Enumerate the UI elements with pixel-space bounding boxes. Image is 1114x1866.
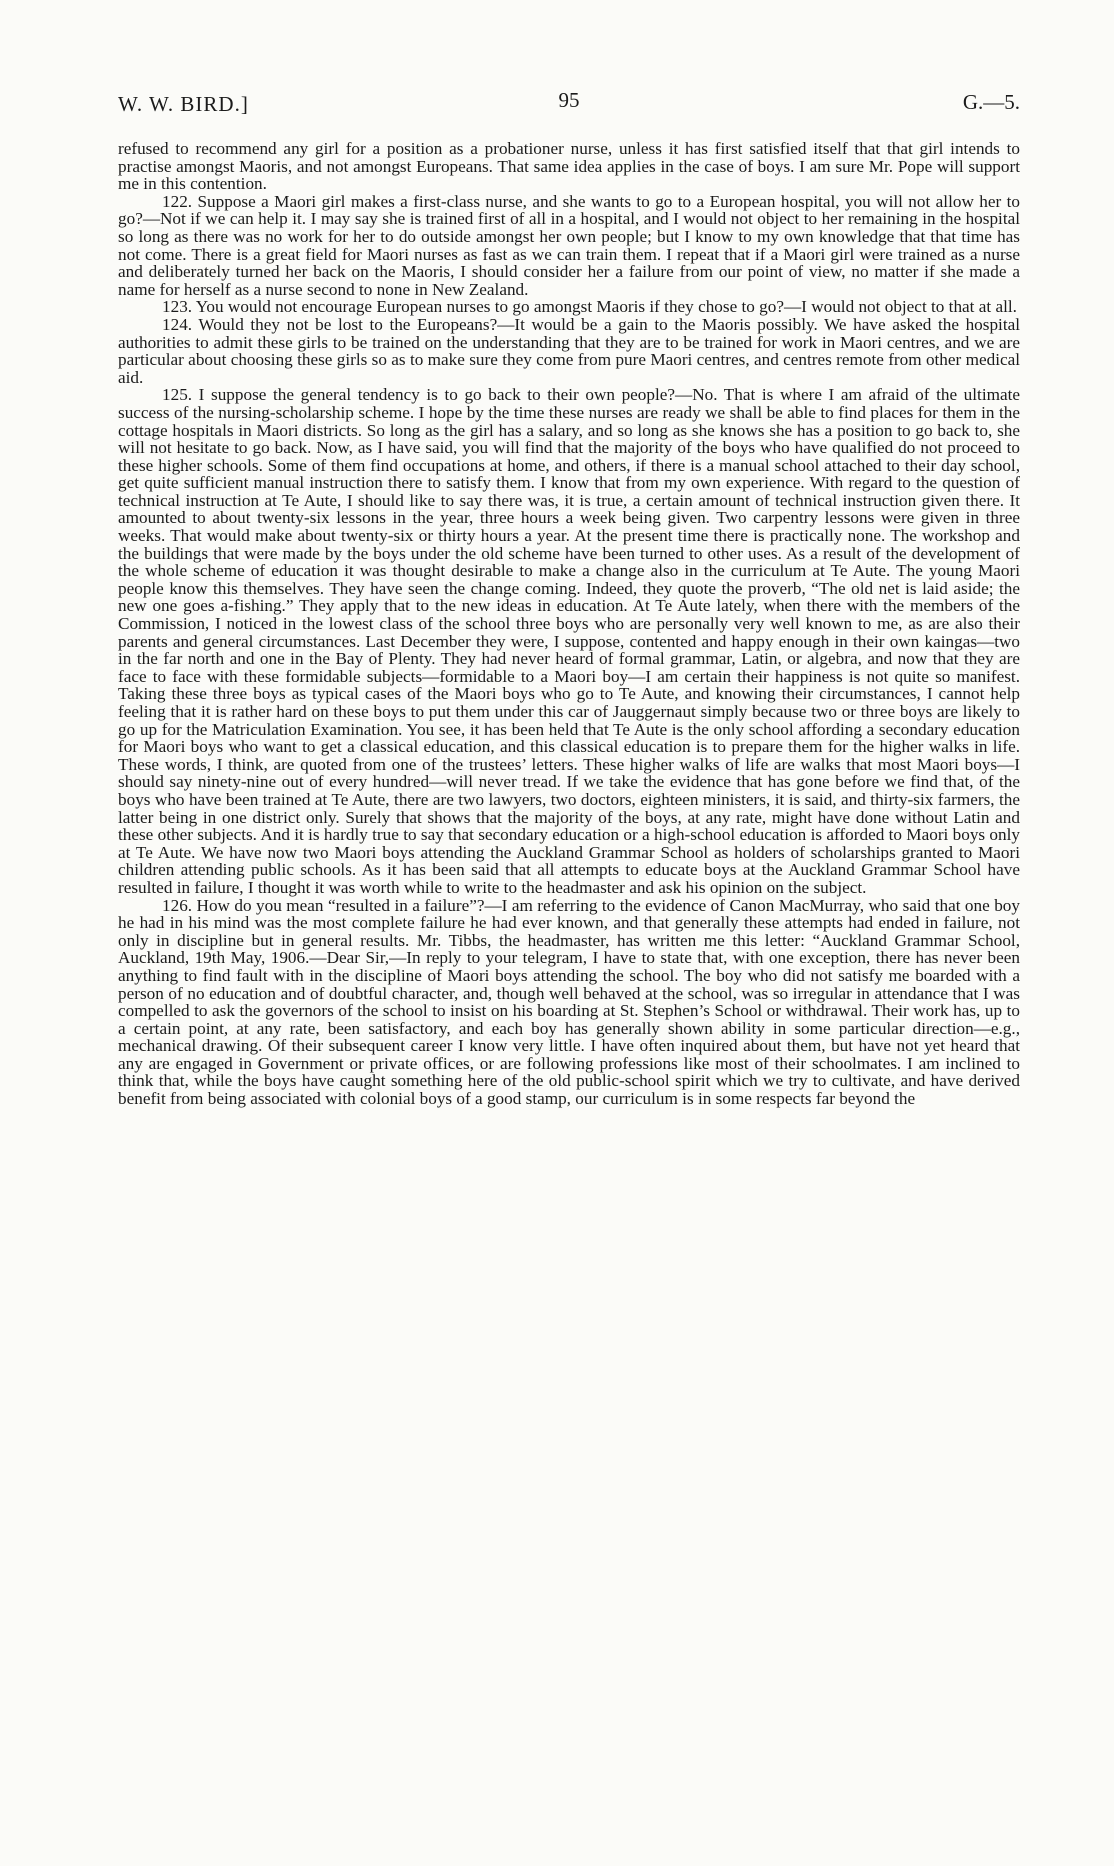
paragraph-continuation: refused to recommend any girl for a position as a probationer nurse, unless it has first satisfied itself that that girl intends to practise amongst Maoris, and not amongst Europeans. That same idea applies in the case of boys. I am sure Mr. Pope will support me in this contention.: [118, 139, 1020, 194]
question-122: 122. Suppose a Maori girl makes a first-class nurse, and she wants to go to a European hospital, you will not allow her to go?—Not if we can help it. I may say she is trained first of all in a hospital, and I would not object to her remaining in the hospital so long as there was no work for her to do outside amongst her own people; but I know to my own knowledge that that time has not come. There is a great field for Maori nurses as fast as we can train them. I repeat that if a Maori girl were trained as a nurse and deliberately turned her back on the Maoris, I should consider her a failure from our point of view, no matter if she made a name for herself as a nurse second to none in New Zealand.: [118, 191, 1020, 299]
header-witness-name: W. W. BIRD.]: [118, 92, 249, 116]
question-126: 126. How do you mean “resulted in a failure”?—I am referring to the evidence of Canon MacMurray, who said that one boy he had in his mind was the most complete failure he had ever known, and that generally these attempts had ended in failure, not only in discipline but in general results. Mr. Tibbs, the headmaster, has written me this letter: “Auckland Grammar School, Auckland, 19th May, 1906.—Dear Sir,—In reply to your telegram, I have to state that, with one exception, there has never been anything to find fault with in the discipline of Maori boys attending the school. The boy who did not satisfy me boarded with a person of no education and of doubtful character, and, though well behaved at the school, was so irregular in attendance that I was compelled to ask the governors of the school to insist on his boarding at St. Stephen’s School or withdrawal. Their work has, up to a certain point, at any rate, been satisfactory, and each boy has generally shown ability in some particular direction—e.g., mechanical drawing. Of their subsequent career I know very little. I have often inquired about them, but have not yet heard that any are engaged in Government or private offices, or are following professions like most of their schoolmates. I am inclined to think that, while the boys have caught something here of the old public-school spirit which we try to cultivate, and have derived benefit from being associated with colonial boys of a good stamp, our curriculum is in some respects far beyond the: [118, 895, 1020, 1109]
question-124: 124. Would they not be lost to the Europeans?—It would be a gain to the Maoris possibly. We have asked the hospital authorities to admit these girls to be trained on the understanding that they are to be trained for work in Maori centres, and we are particular about choosing these girls so as to make sure they come from pure Maori centres, and centres remote from other medical aid.: [118, 314, 1020, 387]
header-page-number: 95: [558, 88, 580, 112]
body-text: [118, 140, 1020, 1108]
header-paper-reference: G.—5.: [962, 90, 1020, 114]
page-header: [118, 88, 1020, 124]
question-125: 125. I suppose the general tendency is to go back to their own people?—No. That is where I am afraid of the ultimate success of the nursing-scholarship scheme. I hope by the time these nurses are ready we shall be able to find places for them in the cottage hospitals in Maori districts. So long as the girl has a salary, and so long as she knows she has a position to go back to, she will not hesitate to go back. Now, as I have said, you will find that the majority of the boys who have qualified do not proceed to these higher schools. Some of them find occupations at home, and others, if there is a manual school attached to their day school, get quite sufficient manual instruction there to satisfy them. I know that from my own experience. With regard to the question of technical instruction at Te Aute, I should like to say there was, it is true, a certain amount of technical instruction given there. It amounted to about twenty-six lessons in the year, three hours a week being given. Two carpentry lessons were given in three weeks. That would make about twenty-six or thirty hours a year. At the present time there is practically none. The workshop and the buildings that were made by the boys under the old scheme have been turned to other uses. As a result of the development of the whole scheme of education it was thought desirable to make a change also in the curriculum at Te Aute. The young Maori people know this themselves. They have seen the change coming. Indeed, they quote the proverb, “The old net is laid aside; the new one goes a-fishing.” They apply that to the new ideas in education. At Te Aute lately, when there with the members of the Commission, I noticed in the lowest class of the school three boys who are personally very well known to me, as are also their parents and general circumstances. Last December they were, I suppose, contented and happy enough in their own kaingas—two in the far north and one in the Bay of Plenty. They had never heard of formal grammar, Latin, or algebra, and now that they are face to face with these formidable subjects—formidable to a Maori boy—I am certain their happiness is not quite so manifest. Taking these three boys as typical cases of the Maori boys who go to Te Aute, and knowing their circumstances, I cannot help feeling that it is rather hard on these boys to put them under this car of Jauggernaut simply because two or three boys are likely to go up for the Matriculation Examination. You see, it has been held that Te Aute is the only school affording a secondary education for Maori boys who want to get a classical education, and this classical education is to prepare them for the higher walks in life. These words, I think, are quoted from one of the trustees’ letters. These higher walks of life are walks that most Maori boys—I should say ninety-nine out of every hundred—will never tread. If we take the evidence that has gone before we find that, of the boys who have been trained at Te Aute, there are two lawyers, two doctors, eighteen ministers, it is said, and thirty-six farmers, the latter being in one district only. Surely that shows that the majority of the boys, at any rate, might have done without Latin and these other subjects. And it is hardly true to say that secondary education or a high-school education is afforded to Maori boys only at Te Aute. We have now two Maori boys attending the Auckland Grammar School as holders of scholarships granted to Maori children attending public schools. As it has been said that all attempts to educate boys at the Auckland Grammar School have resulted in failure, I thought it was worth while to write to the headmaster and ask his opinion on the subject.: [118, 385, 1020, 897]
document-page: [118, 88, 1020, 1108]
question-123: 123. You would not encourage European nurses to go amongst Maoris if they chose to go?—I would not object to that at all.: [162, 297, 1017, 317]
